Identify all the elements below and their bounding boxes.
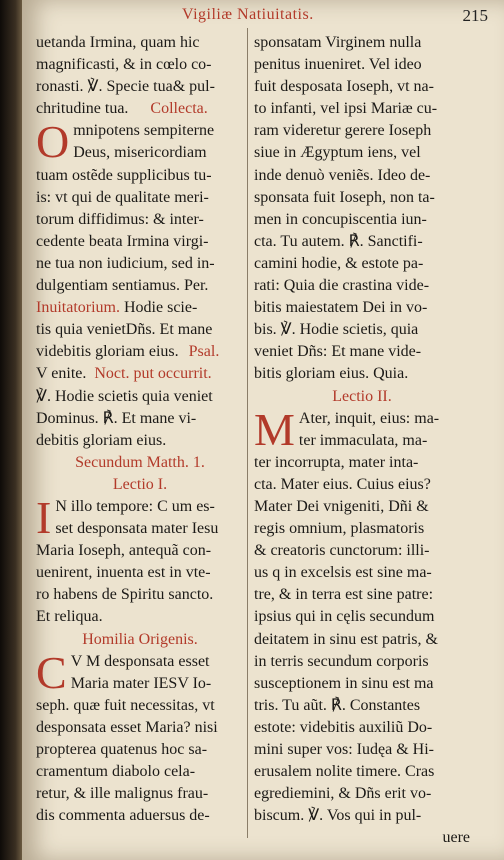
text-line: biscum. ℣. Vos qui in pul-	[254, 807, 422, 825]
text-line: ronasti. ℣. Specie tua& pul-	[36, 78, 215, 96]
lectio-heading: Lectio II.	[332, 387, 392, 405]
collecta-label: Collecta.	[150, 100, 208, 118]
text-line: Dominus. ℟. Et mane vi-	[36, 409, 197, 427]
text-line: ter immaculata, ma-	[298, 431, 428, 449]
text-line: desponsata esset Maria? nisi	[36, 718, 218, 736]
text-line: mnipotens sempiterne	[73, 122, 215, 140]
text-line: siue in Ægyptum iens, vel	[254, 144, 421, 162]
text-line: ℣. Hodie scietis quia veniet	[36, 387, 213, 405]
text-line: propterea quatenus hoc sa-	[36, 741, 208, 758]
text-line: tis quia venietDñs. Et mane	[36, 321, 213, 339]
drop-initial: I	[36, 495, 52, 541]
column-rule	[247, 28, 248, 838]
lectio-heading: Lectio I.	[112, 475, 168, 493]
homilia-heading: Homilia Origenis.	[82, 630, 198, 648]
nocturn-label: Noct. put occurrit.	[94, 365, 212, 383]
running-head: Vigiliæ Natiuitatis.	[182, 6, 314, 23]
text-line: bitis gloriam eius. Quia.	[254, 365, 409, 383]
lectio1-paragraph	[36, 496, 244, 540]
text-line: fuit desposata Ioseph, vt na-	[254, 78, 434, 96]
lectio2-paragraph	[254, 408, 470, 452]
text-line: susceptionem in sinu est ma	[254, 674, 434, 692]
text-line: tris. Tu aũt. ℟. Constantes	[254, 696, 421, 714]
text-line: ipsius qui in cęlis secundum	[254, 608, 435, 626]
invitatorium-label: Inuitatorium.	[36, 299, 120, 317]
text-line: tre, & in terra est sine patre:	[254, 586, 434, 604]
text-line: inde denuò veniẽs. Ideo de-	[254, 166, 431, 184]
text-line: & creatoris cunctorum: illi-	[254, 542, 430, 560]
text-line: uenirent, inuenta est in vte-	[36, 564, 211, 582]
text-line: sponsata fuit Ioseph, non ta-	[254, 188, 435, 206]
text-line: seph. quæ fuit necessitas, vt	[36, 696, 215, 714]
text-line: erusalem nolite timere. Cras	[254, 763, 435, 781]
text-line: ro habens de Spiritu sancto.	[36, 586, 214, 604]
text-line: N illo tempore: C um es-	[55, 497, 215, 515]
text-line	[36, 341, 244, 363]
text-line: cedente beata Irmina virgi-	[36, 232, 209, 250]
text-fragment: Hodie scie-	[119, 299, 198, 317]
text-line: ram videretur gerere Ioseph	[254, 122, 432, 140]
gospel-heading: Secundum Matth. 1.	[75, 453, 205, 471]
text-line: debitis gloriam eius.	[36, 431, 167, 449]
text-line: dis commenta aduersus de-	[36, 807, 210, 825]
text-line: cramentum diabolo cela-	[36, 763, 196, 781]
text-line	[36, 98, 244, 120]
text-line: Mater Dei vnigeniti, Dñi &	[254, 497, 429, 515]
psalm-label: Psal.	[188, 343, 220, 361]
drop-initial: O	[36, 120, 70, 168]
text-line: rati: Quia die crastina vide-	[254, 277, 430, 295]
text-line	[36, 297, 244, 319]
folio-number: 215	[462, 6, 488, 25]
text-line: dulgentiam sentiamus. Per.	[36, 277, 209, 295]
text-line: magnificasti, & in cœlo co-	[36, 56, 212, 74]
text-line: penitus inueniret. Vel ideo	[254, 56, 422, 74]
text-line: torum diffidimus: & inter-	[36, 210, 204, 228]
text-line: retur, & ille malignus frau-	[36, 785, 209, 803]
text-line: veniet Dñs: Et mane vide-	[254, 343, 422, 361]
text-line: egrediemini, & Dñs erit vo-	[254, 785, 432, 803]
drop-initial: C	[36, 650, 67, 695]
right-column	[254, 32, 470, 849]
text-line: tuam ostẽde supplicibus tu-	[36, 166, 212, 184]
text-line: camini hodie, & estote pa-	[254, 254, 424, 272]
text-line: cta. Tu autem. ℟. Sanctifi-	[254, 232, 423, 250]
text-line: mini super vos: Iudęa & Hi-	[254, 741, 434, 758]
text-fragment: chritudine tua.	[36, 100, 129, 118]
text-line: set desponsata mater Iesu	[55, 520, 219, 538]
text-line: Deus, misericordiam	[73, 144, 207, 162]
text-line: us q in excelsis est sine ma-	[254, 564, 432, 582]
collect-paragraph	[36, 120, 244, 297]
left-column	[36, 32, 244, 827]
text-line: bitis maiestatem Dei in vo-	[254, 299, 428, 317]
text-line: bis. ℣. Hodie scietis, quia	[254, 321, 419, 339]
text-line: Et reliqua.	[36, 608, 103, 626]
text-line	[36, 363, 244, 385]
text-line: uetanda Irmina, quam hic	[36, 34, 200, 51]
text-line: V M desponsata esset	[70, 652, 210, 670]
page-gutter-shadow	[0, 0, 22, 860]
text-line: Ater, inquit, eius: ma-	[298, 409, 440, 427]
text-fragment: V enite.	[36, 365, 87, 383]
text-line: in terris secundum corporis	[254, 652, 429, 670]
page-header	[22, 6, 504, 30]
drop-initial: M	[254, 407, 295, 452]
text-line: cta. Mater eius. Cuius eius?	[254, 475, 431, 493]
text-line: sponsatam Virginem nulla	[254, 34, 422, 51]
text-line: Maria Ioseph, antequã con-	[36, 542, 212, 560]
text-line: ter incorrupta, mater inta-	[254, 453, 419, 471]
text-line: regis omnium, plasmatoris	[254, 520, 425, 538]
text-line: to infanti, vel ipsi Mariæ cu-	[254, 100, 438, 118]
text-line: men in concupiscentia iun-	[254, 210, 427, 228]
text-fragment: videbitis gloriam eius.	[36, 343, 179, 361]
text-line: is: vt qui de qualitate meri-	[36, 188, 209, 206]
text-line: ne tua non iudicium, sed in-	[36, 254, 215, 272]
text-line: deitatem in sinu est patris, &	[254, 630, 438, 648]
catchword: uere	[442, 829, 470, 847]
text-line: estote: videbitis auxiliũ Do-	[254, 718, 433, 736]
text-line: Maria mater IESV Io-	[70, 674, 212, 692]
homilia-paragraph	[36, 651, 244, 695]
